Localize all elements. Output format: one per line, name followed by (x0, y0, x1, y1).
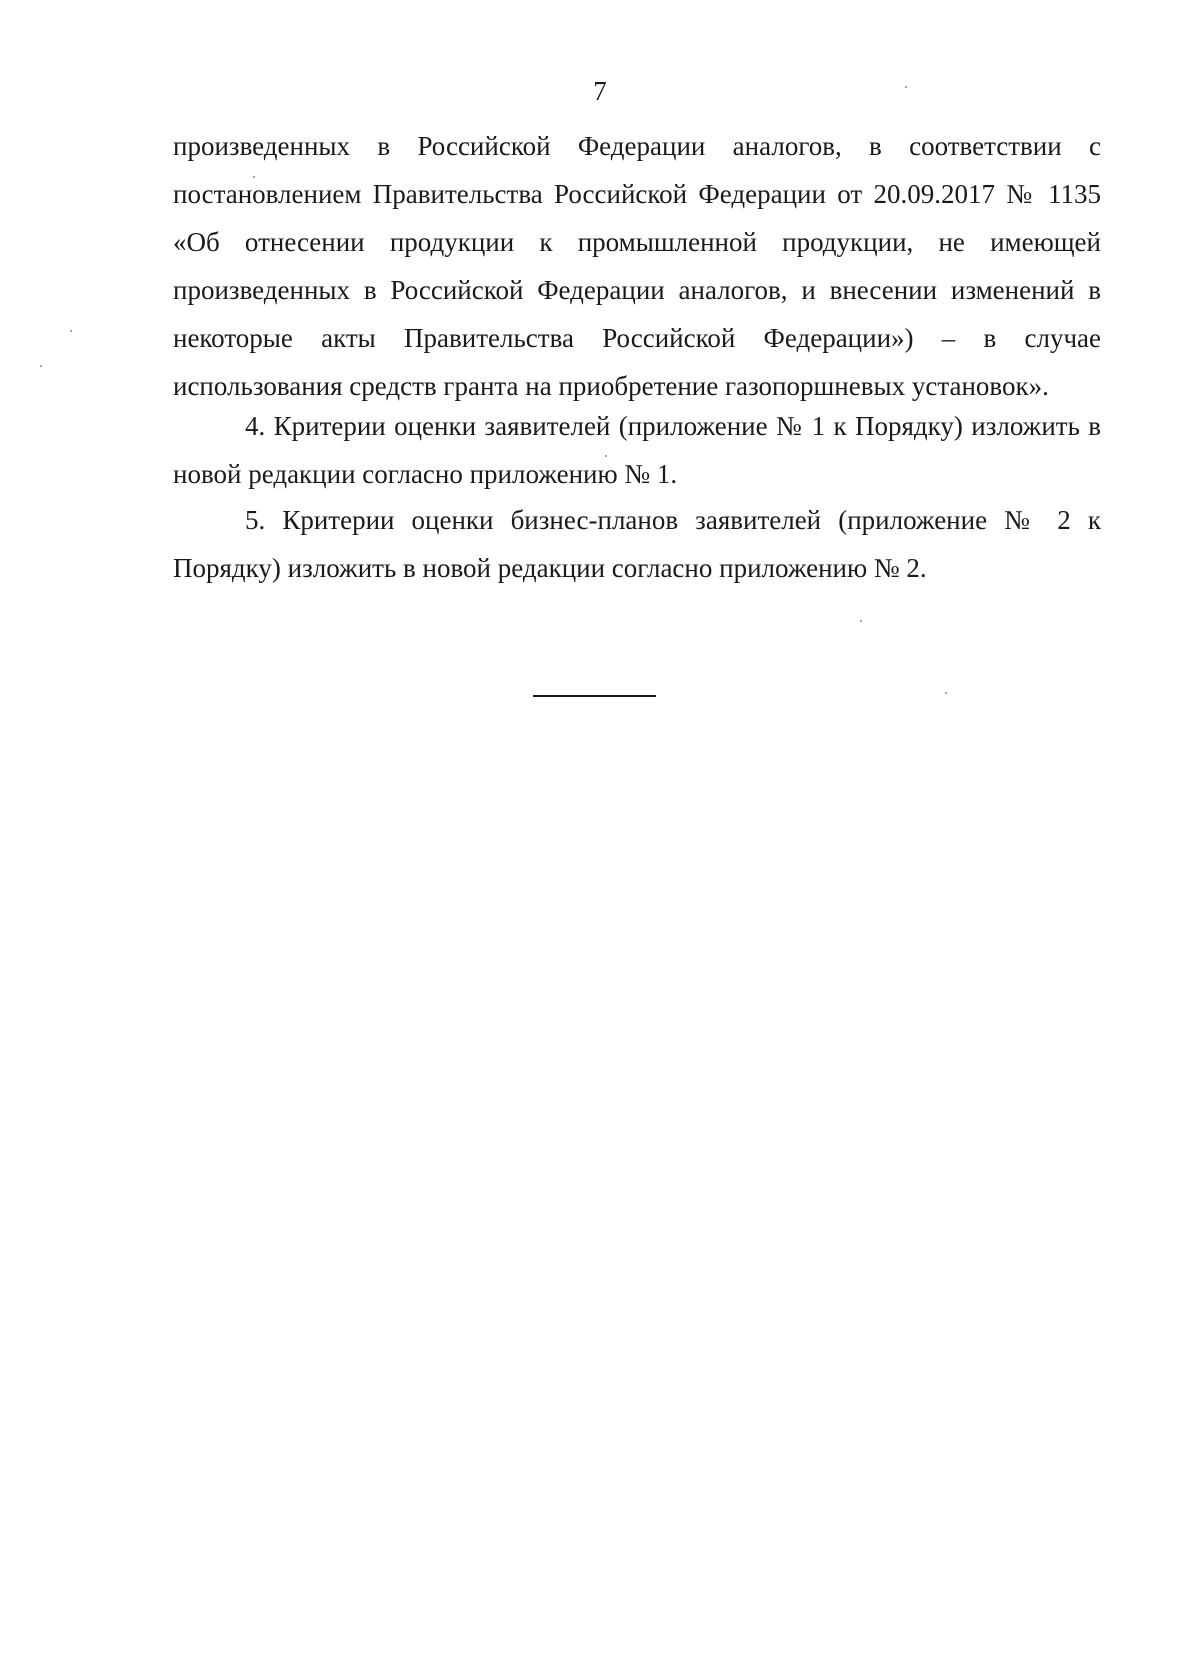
end-of-text-rule (533, 695, 656, 697)
scan-speck (70, 330, 72, 332)
text-line: постановлением Правительства Российской Федерации от 20.09.2017 № 1135 (173, 179, 1101, 209)
text-line: произведенных в Российской Федерации аналогов, и внесении изменений в (173, 275, 1101, 305)
scan-speck (860, 620, 862, 622)
text-line: использования средств гранта на приобретение газопоршневых установок». (173, 371, 1049, 401)
page-number: 7 (593, 76, 607, 106)
text-line: некоторые акты Правительства Российской Федерации») – в случае (173, 323, 1101, 353)
scan-speck (253, 176, 255, 178)
paragraph-item-5 (173, 496, 1101, 592)
paragraph-item-4 (173, 402, 1101, 498)
text-line: произведенных в Российской Федерации аналогов, в соответствии с (173, 131, 1101, 161)
scan-speck (945, 692, 947, 694)
scan-speck (605, 455, 607, 457)
paragraph-continuation (173, 122, 1101, 410)
scan-speck (40, 365, 42, 367)
text-line: новой редакции согласно приложению № 1. (173, 459, 678, 489)
scan-speck (905, 86, 907, 88)
text-line: Порядку) изложить в новой редакции согласно приложению № 2. (173, 553, 927, 583)
text-line: «Об отнесении продукции к промышленной продукции, не имеющей (173, 227, 1101, 257)
text-line: 5. Критерии оценки бизнес-планов заявителей (приложение № 2 к (245, 505, 1101, 535)
text-line: 4. Критерии оценки заявителей (приложение № 1 к Порядку) изложить в (245, 411, 1101, 441)
